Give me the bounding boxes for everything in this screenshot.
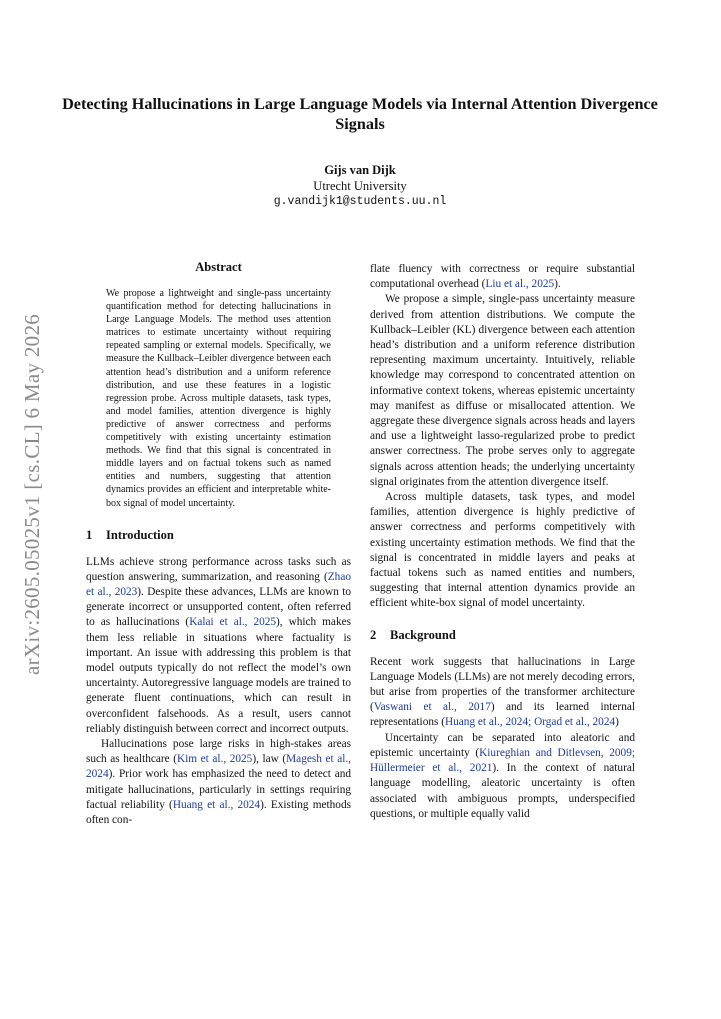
paragraph-text: Across multiple datasets, task types, and model families, attention divergence is highly predictive of answer correctness and performs competitively with existing uncertainty estimation methods. We find that the signal is concentrated in middle layers and peaks at factual tokens such as named entities and numbers, suggesting that internal attention dynamics provide an efficient white-box signal of model uncertainty. bbox=[370, 491, 635, 610]
paragraph-text: Uncertainty can be separated into aleatoric and epistemic uncertainty ( bbox=[370, 731, 635, 759]
author-affiliation: Utrecht University bbox=[313, 179, 407, 193]
author-block bbox=[160, 162, 560, 210]
citation-link[interactable]: Kalai et al., 2025 bbox=[189, 616, 277, 629]
intro-paragraph-4 bbox=[370, 292, 635, 490]
paragraph-text: ). Existing methods often con- bbox=[86, 798, 351, 827]
section-heading-background bbox=[370, 628, 635, 643]
intro-paragraph-5 bbox=[370, 490, 635, 612]
abstract-heading: Abstract bbox=[195, 260, 242, 274]
paragraph-text: ). In the context of natural language modelling, aleatoric uncertainty is often associated with ambiguous prompts, underspecified questions, or multiple equally valid bbox=[370, 762, 635, 820]
paper-title: Detecting Hallucinations in Large Language Models via Internal Attention Divergence Signals bbox=[62, 95, 658, 133]
paragraph-text: ), which makes them less reliable in situations where factuality is important. An issue with addressing this problem is that model outputs typically do not reflect the model’s own uncertainty. Autoregressive language models are trained to generate fluent continuations, which can result in overconfident falsehoods. As a result, users cannot reliably distinguish between correct and incorrect outputs. bbox=[86, 616, 351, 735]
section-number: 2 bbox=[370, 627, 377, 642]
intro-paragraph-2 bbox=[86, 737, 351, 828]
paragraph-text: ). Despite these advances, LLMs are known to generate incorrect or unsupported content, often referred to as hallucinations ( bbox=[86, 586, 351, 629]
abstract-text: We propose a lightweight and single-pass uncertainty quantification method for detecting hallucinations in Large Language Models. The method uses attention matrices to estimate uncertainty without requiring repeated sampling or external models. Specifically, we measure the Kullback–Leibler divergence between each attention head’s distribution and a uniform reference distribution, and use these features in a logistic regression probe. Across multiple datasets, task types, and model families, attention divergence is highly predictive of answer correctness and performs competitively with existing uncertainty estimation methods. We find that this signal is concentrated in middle layers and on factual tokens such as named entities and numbers, suggesting that attention dynamics provides an efficient and interpretable white-box signal of model uncertainty. bbox=[106, 288, 331, 509]
section-heading-introduction bbox=[86, 528, 351, 543]
citation-link[interactable]: Huang et al., 2024 bbox=[172, 798, 261, 811]
citation-link[interactable]: Kim et al., 2025 bbox=[177, 753, 253, 766]
background-paragraph-2 bbox=[370, 731, 635, 822]
intro-paragraph-1 bbox=[86, 555, 351, 737]
left-column bbox=[86, 260, 351, 828]
author-name: Gijs van Dijk bbox=[324, 163, 396, 177]
background-paragraph-1 bbox=[370, 655, 635, 731]
citation-link[interactable]: Zhao et al., 2023 bbox=[86, 570, 351, 598]
paragraph-text: ) bbox=[615, 716, 619, 729]
paragraph-text: LLMs achieve strong performance across tasks such as question answering, summarization, and reasoning ( bbox=[86, 555, 351, 583]
section-title: Introduction bbox=[106, 527, 174, 542]
right-column bbox=[370, 262, 635, 822]
citation-link[interactable]: Kiureghian and Ditlevsen, 2009; Hüllermeier et al., 2021 bbox=[370, 746, 635, 775]
author-email: g.vandijk1@students.uu.nl bbox=[273, 195, 447, 208]
citation-link[interactable]: Magesh et al., 2024 bbox=[86, 753, 351, 781]
paragraph-text: flate fluency with correctness or require substantial computational overhead ( bbox=[370, 263, 635, 291]
arxiv-identifier: arXiv:2605.05025v1 [cs.CL] 6 May 2026 bbox=[20, 313, 44, 675]
paragraph-text: We propose a simple, single-pass uncertainty measure derived from attention distributions. We compute the Kullback–Leibler (KL) divergence between each attention head’s distribution and a uniform reference distribution representing maximum uncertainty. Intuitively, reliable knowledge may correspond to concentrated attention on informative context tokens, whereas epistemic uncertainty may manifest as diffuse or misallocated attention. We aggregate these divergence signals across heads and layers and use a lightweight lasso-regularized probe to predict answer correctness. The probe serves only to aggregate signals across attention heads; the underlying uncertainty signal originates from the attention divergence itself. bbox=[370, 293, 635, 488]
paragraph-text: ) and its learned internal representations ( bbox=[370, 701, 635, 729]
citation-link[interactable]: Liu et al., 2025 bbox=[485, 278, 555, 291]
paragraph-text: Hallucinations pose large risks in high-stakes areas such as healthcare ( bbox=[86, 738, 351, 766]
paragraph-text: ), law ( bbox=[252, 753, 287, 766]
citation-link[interactable]: Vaswani et al., 2017 bbox=[373, 701, 491, 714]
paragraph-text: ). Prior work has emphasized the need to detect and mitigate hallucinations, particularly in settings requiring factual reliability ( bbox=[86, 768, 351, 811]
paragraph-text: Recent work suggests that hallucinations in Large Language Models (LLMs) are not merely decoding errors, but arise from properties of the transformer architecture ( bbox=[370, 655, 635, 714]
paragraph-text: ). bbox=[554, 278, 561, 291]
citation-link[interactable]: Huang et al., 2024; Orgad et al., 2024 bbox=[444, 716, 616, 729]
section-title: Background bbox=[390, 627, 456, 642]
section-number: 1 bbox=[86, 527, 93, 542]
intro-paragraph-3 bbox=[370, 262, 635, 292]
